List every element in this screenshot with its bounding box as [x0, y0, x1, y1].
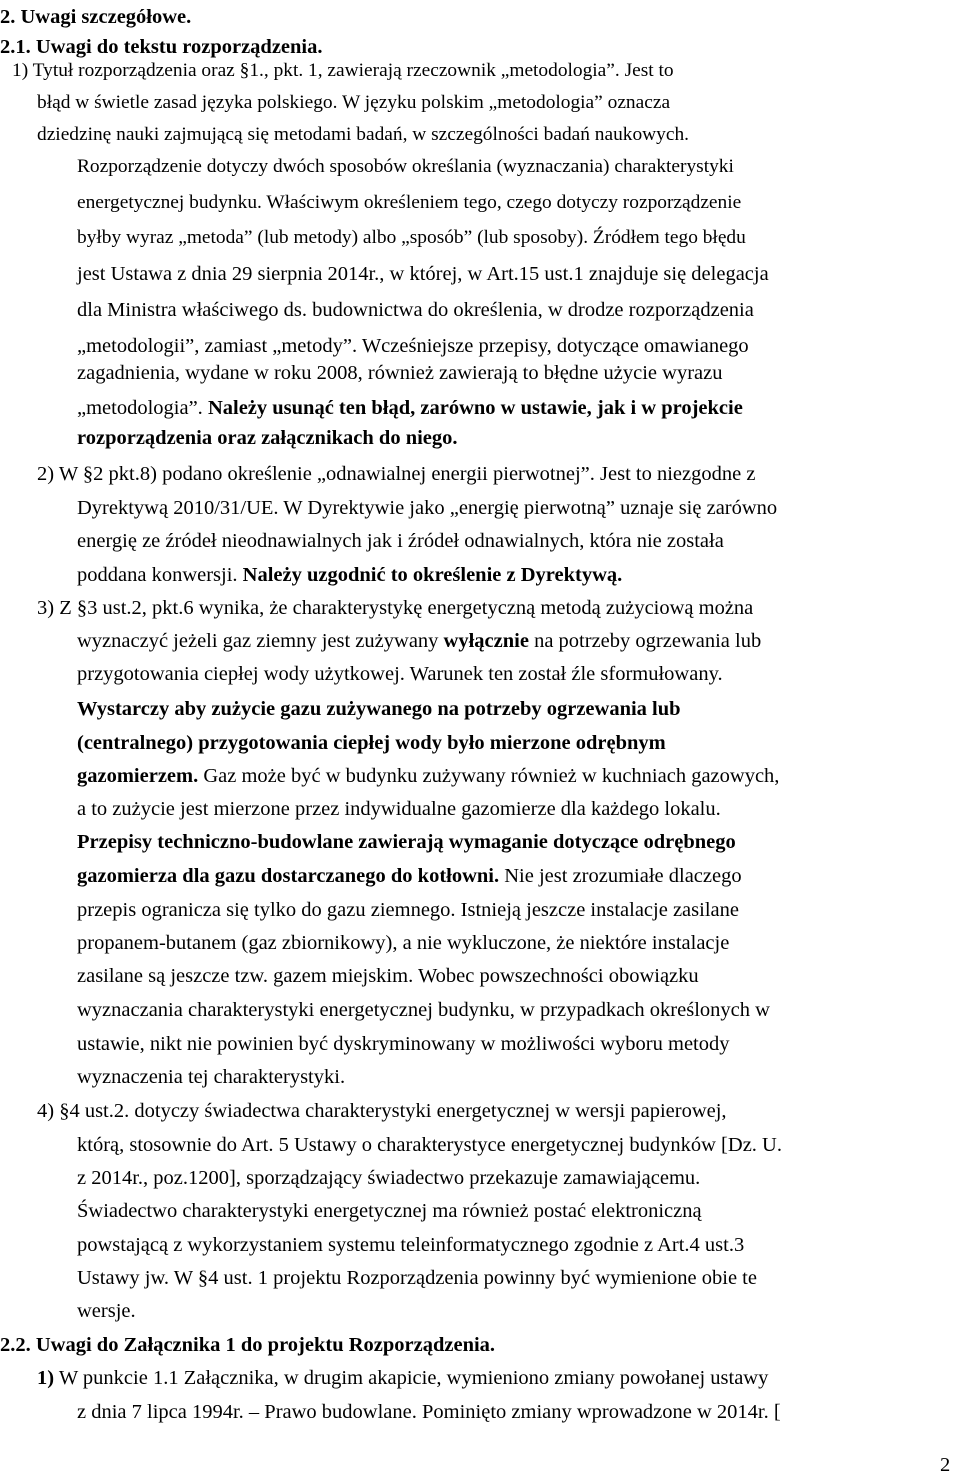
paragraph-line: Dyrektywą 2010/31/UE. W Dyrektywie jako „energię pierwotną” uznaje się zarówno: [77, 497, 778, 519]
paragraph-line: Świadectwo charakterystyki energetycznej ma również postać elektroniczną: [77, 1200, 702, 1222]
paragraph-line: zasilane są jeszcze tzw. gazem miejskim. Wobec powszechności obowiązku: [77, 965, 699, 987]
paragraph-line: „metodologii”, zamiast „metody”. Wcześniejsze przepisy, dotyczące omawianego: [77, 335, 749, 357]
paragraph-line: energetycznej budynku. Właściwym określeniem tego, czego dotyczy rozporządzenie: [77, 192, 742, 213]
paragraph-line: zagadnienia, wydane w roku 2008, również zawierają to błędne użycie wyrazu: [77, 362, 723, 384]
paragraph-line: „metodologia”. Należy usunąć ten błąd, zarówno w ustawie, jak i w projekcie: [77, 397, 743, 419]
paragraph-line: powstającą z wykorzystaniem systemu teleinformatycznego zgodnie z Art.4 ust.3: [77, 1234, 745, 1256]
paragraph-line: propanem-butanem (gaz zbiornikowy), a nie wykluczone, że niektóre instalacje: [77, 932, 730, 954]
paragraph-line: 4) §4 ust.2. dotyczy świadectwa charakterystyki energetycznej w wersji papierowej,: [37, 1100, 727, 1122]
heading-section-2-1: 2.1. Uwagi do tekstu rozporządzenia.: [0, 36, 323, 58]
paragraph-line: gazomierza dla gazu dostarczanego do kotłowni. Nie jest zrozumiałe dlaczego: [77, 865, 742, 887]
paragraph-line: dla Ministra właściwego ds. budownictwa do określenia, w drodze rozporządzenia: [77, 299, 754, 321]
paragraph-line: 2) W §2 pkt.8) podano określenie „odnawialnej energii pierwotnej”. Jest to niezgodne z: [37, 463, 756, 485]
paragraph-line: 3) Z §3 ust.2, pkt.6 wynika, że charakterystykę energetyczną metodą zużyciową można: [37, 597, 754, 619]
paragraph-line: Wystarczy aby zużycie gazu zużywanego na potrzeby ogrzewania lub: [77, 698, 681, 720]
paragraph-line: z dnia 7 lipca 1994r. – Prawo budowlane. Pominięto zmiany wprowadzone w 2014r. [: [77, 1401, 781, 1423]
paragraph-line: 1) W punkcie 1.1 Załącznika, w drugim akapicie, wymieniono zmiany powołanej ustawy: [37, 1367, 769, 1389]
paragraph-line: przepis ogranicza się tylko do gazu ziemnego. Istnieją jeszcze instalacje zasilane: [77, 899, 739, 921]
paragraph-line: byłby wyraz „metoda” (lub metody) albo „sposób” (lub sposoby). Źródłem tego błędu: [77, 227, 746, 248]
paragraph-line: Ustawy jw. W §4 ust. 1 projektu Rozporządzenia powinny być wymienione obie te: [77, 1267, 757, 1289]
paragraph-line: Rozporządzenie dotyczy dwóch sposobów określania (wyznaczania) charakterystyki: [77, 156, 734, 177]
paragraph-line: wyznaczania charakterystyki energetycznej budynku, w przypadkach określonych w: [77, 999, 770, 1021]
paragraph-line: a to zużycie jest mierzone przez indywidualne gazomierze dla każdego lokalu.: [77, 798, 721, 820]
paragraph-line: gazomierzem. Gaz może być w budynku zużywany również w kuchniach gazowych,: [77, 765, 780, 787]
paragraph-line: błąd w świetle zasad języka polskiego. W języku polskim „metodologia” oznacza: [37, 92, 671, 113]
paragraph-line: dziedzinę nauki zajmującą się metodami badań, w szczególności badań naukowych.: [37, 124, 690, 145]
paragraph-line: wersje.: [77, 1300, 136, 1322]
heading-section-2: 2. Uwagi szczegółowe.: [0, 6, 192, 28]
paragraph-line: (centralnego) przygotowania ciepłej wody było mierzone odrębnym: [77, 732, 666, 754]
paragraph-line: rozporządzenia oraz załącznikach do niego.: [77, 427, 458, 449]
heading-section-2-2: 2.2. Uwagi do Załącznika 1 do projektu Rozporządzenia.: [0, 1334, 496, 1356]
paragraph-line: którą, stosownie do Art. 5 Ustawy o charakterystyce energetycznej budynków [Dz. U.: [77, 1134, 782, 1156]
paragraph-line: wyznaczyć jeżeli gaz ziemny jest zużywany wyłącznie na potrzeby ogrzewania lub: [77, 630, 762, 652]
paragraph-line: ustawie, nikt nie powinien być dyskryminowany w możliwości wyboru metody: [77, 1033, 730, 1055]
paragraph-line: poddana konwersji. Należy uzgodnić to określenie z Dyrektywą.: [77, 564, 623, 586]
paragraph-line: wyznaczenia tej charakterystyki.: [77, 1066, 346, 1088]
paragraph-line: przygotowania ciepłej wody użytkowej. Warunek ten został źle sformułowany.: [77, 663, 723, 685]
paragraph-line: z 2014r., poz.1200], sporządzający świadectwo przekazuje zamawiającemu.: [77, 1167, 701, 1189]
page-number: 2: [940, 1454, 951, 1476]
paragraph-line: 1) Tytuł rozporządzenia oraz §1., pkt. 1, zawierają rzeczownik „metodologia”. Jest to: [12, 60, 674, 81]
paragraph-line: jest Ustawa z dnia 29 sierpnia 2014r., w której, w Art.15 ust.1 znajduje się delegacja: [77, 263, 769, 285]
paragraph-line: Przepisy techniczno-budowlane zawierają wymaganie dotyczące odrębnego: [77, 831, 736, 853]
paragraph-line: energię ze źródeł nieodnawialnych jak i źródeł odnawialnych, która nie została: [77, 530, 724, 552]
